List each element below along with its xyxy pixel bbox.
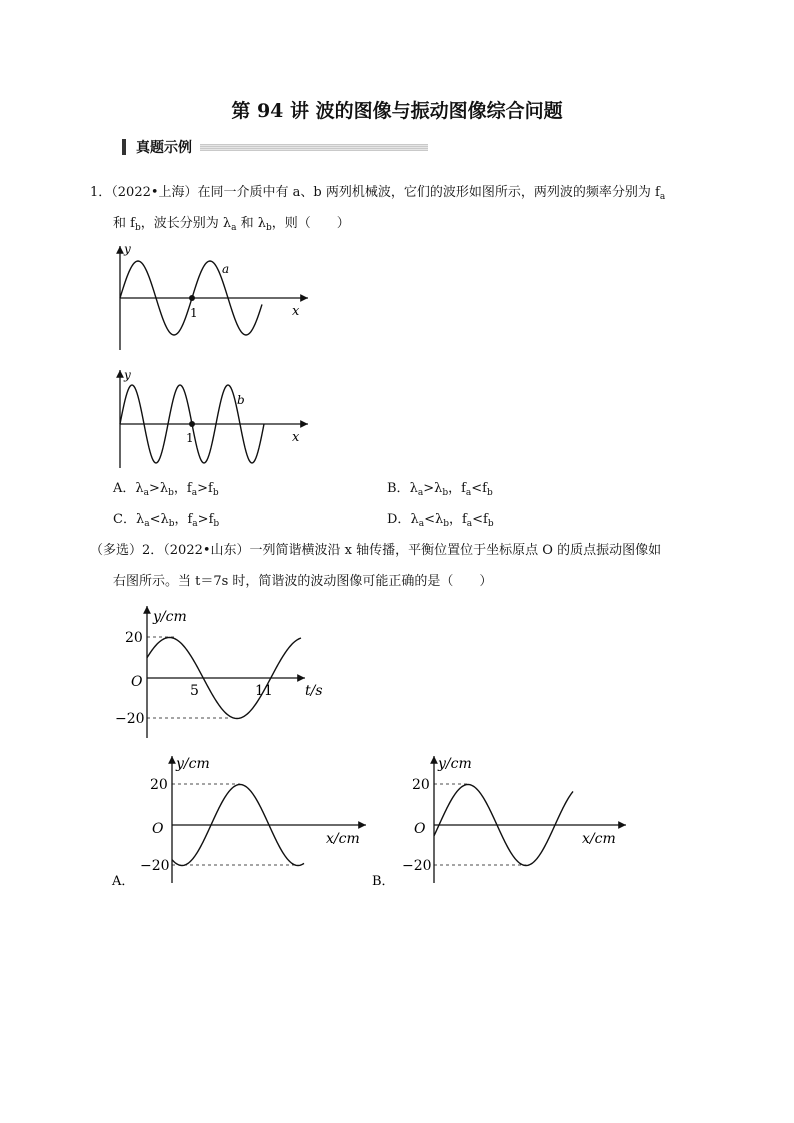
sub: a — [466, 519, 473, 529]
option-text: λ — [135, 512, 145, 527]
q1-option-d[interactable] — [387, 510, 494, 530]
option-letter: C． — [113, 512, 136, 527]
option-text: <f — [471, 481, 487, 496]
y-label: y/cm — [153, 609, 187, 625]
section-label: 真题示例 — [136, 140, 192, 156]
q1-stem-text2c: 和 λ — [236, 216, 266, 231]
q2-option-b-graph[interactable] — [368, 748, 633, 888]
q1-option-b[interactable] — [387, 479, 493, 499]
sub: a — [465, 488, 472, 498]
x-label: t/s — [305, 683, 323, 699]
option-letter: B． — [387, 481, 410, 496]
t-tick-11: 11 — [255, 683, 273, 699]
option-text: >λ — [423, 481, 443, 496]
sub: b — [212, 488, 219, 498]
option-text: >λ — [149, 481, 169, 496]
sub: a — [191, 488, 198, 498]
q1-stem-line2 — [113, 214, 350, 234]
option-text: ，f — [173, 481, 192, 496]
q1-source: （2022•上海） — [111, 185, 198, 200]
option-text: >f — [197, 481, 213, 496]
q1-stem-text1: 在同一介质中有 a、b 两列机械波，它们的波形如图所示，两列波的频率分别为 f — [197, 185, 660, 200]
option-text: <f — [472, 512, 488, 527]
sub: a — [143, 488, 150, 498]
y-label: y/cm — [176, 756, 210, 772]
q1-graph-b — [110, 366, 320, 472]
option-letter-b: B． — [372, 874, 395, 888]
q1-stem-line1 — [90, 183, 710, 203]
option-text: ，f — [174, 512, 193, 527]
q1-sub-b2: b — [265, 223, 272, 233]
option-letter-a: A． — [112, 874, 135, 888]
origin-label: O — [152, 821, 164, 837]
option-text: λ — [409, 481, 418, 496]
q2-stem-text1: 一列简谐横波沿 x 轴传播，平衡位置位于坐标原点 O 的质点振动图像如 — [249, 543, 662, 558]
section-rule — [200, 144, 428, 151]
origin-label: O — [414, 821, 426, 837]
q1-sub-a2: a — [231, 223, 237, 233]
y-label: y — [124, 368, 131, 382]
option-text: λ — [135, 481, 144, 496]
option-text: ，f — [448, 512, 467, 527]
sub: b — [168, 488, 174, 498]
q1-option-a[interactable] — [113, 479, 219, 499]
sub: a — [418, 519, 425, 529]
tick-1: 1 — [186, 431, 194, 445]
option-text: λ — [410, 512, 419, 527]
option-letter: A． — [113, 481, 136, 496]
q1-stem-text2d: ，则（ ） — [271, 216, 350, 231]
option-text: >f — [197, 512, 214, 527]
y-tick-neg20: −20 — [140, 858, 170, 874]
wave-label-a: a — [222, 262, 230, 276]
q2-vibration-graph — [105, 600, 340, 740]
y-tick-20: 20 — [125, 630, 143, 646]
wave-label-b: b — [237, 393, 245, 407]
tick-1: 1 — [190, 306, 198, 320]
option-text: <λ — [149, 512, 169, 527]
sub: b — [168, 519, 175, 529]
y-tick-20: 20 — [150, 777, 168, 793]
page-title: 第 94 讲 波的图像与振动图像综合问题 — [231, 100, 563, 122]
q2-prefix: （多选）2． — [90, 543, 164, 558]
y-tick-20: 20 — [412, 777, 430, 793]
q1-number: 1． — [90, 185, 112, 200]
option-text: <λ — [424, 512, 444, 527]
t-tick-5: 5 — [190, 683, 199, 699]
x-label: x — [292, 430, 300, 445]
point-x1 — [189, 295, 195, 301]
q2-source: （2022•山东） — [163, 543, 250, 558]
sub: a — [417, 488, 424, 498]
q1-sub-a: a — [659, 192, 666, 202]
option-letter: D． — [387, 512, 411, 527]
q2-stem-line2: 右图所示。当 t＝7s 时，简谐波的波动图像可能正确的是（ ） — [113, 574, 493, 589]
q2-option-a-graph[interactable] — [108, 748, 373, 888]
sub: a — [192, 519, 198, 529]
q1-stem-text2b: ，波长分别为 λ — [140, 216, 232, 231]
point-x1 — [189, 421, 195, 427]
sub: b — [487, 519, 494, 529]
section-bar — [122, 139, 126, 155]
q1-stem-text2a: 和 f — [113, 216, 135, 231]
q1-graph-a — [110, 238, 320, 356]
y-label: y — [124, 242, 131, 256]
section-header — [122, 137, 428, 157]
q1-option-c[interactable] — [113, 510, 219, 530]
y-tick-neg20: −20 — [115, 711, 145, 727]
sub: b — [443, 519, 449, 529]
x-label: x — [292, 304, 300, 319]
y-tick-neg20: −20 — [402, 858, 432, 874]
sub: b — [213, 519, 220, 529]
sub: b — [487, 488, 493, 498]
sub: a — [144, 519, 150, 529]
option-text: ，f — [448, 481, 466, 496]
y-label: y/cm — [438, 756, 472, 772]
q1-sub-b1: b — [134, 223, 141, 233]
q2-stem-line1 — [90, 541, 710, 561]
x-label: x/cm — [326, 831, 360, 847]
x-label: x/cm — [582, 831, 616, 847]
sub: b — [442, 488, 449, 498]
origin-label: O — [131, 674, 143, 690]
